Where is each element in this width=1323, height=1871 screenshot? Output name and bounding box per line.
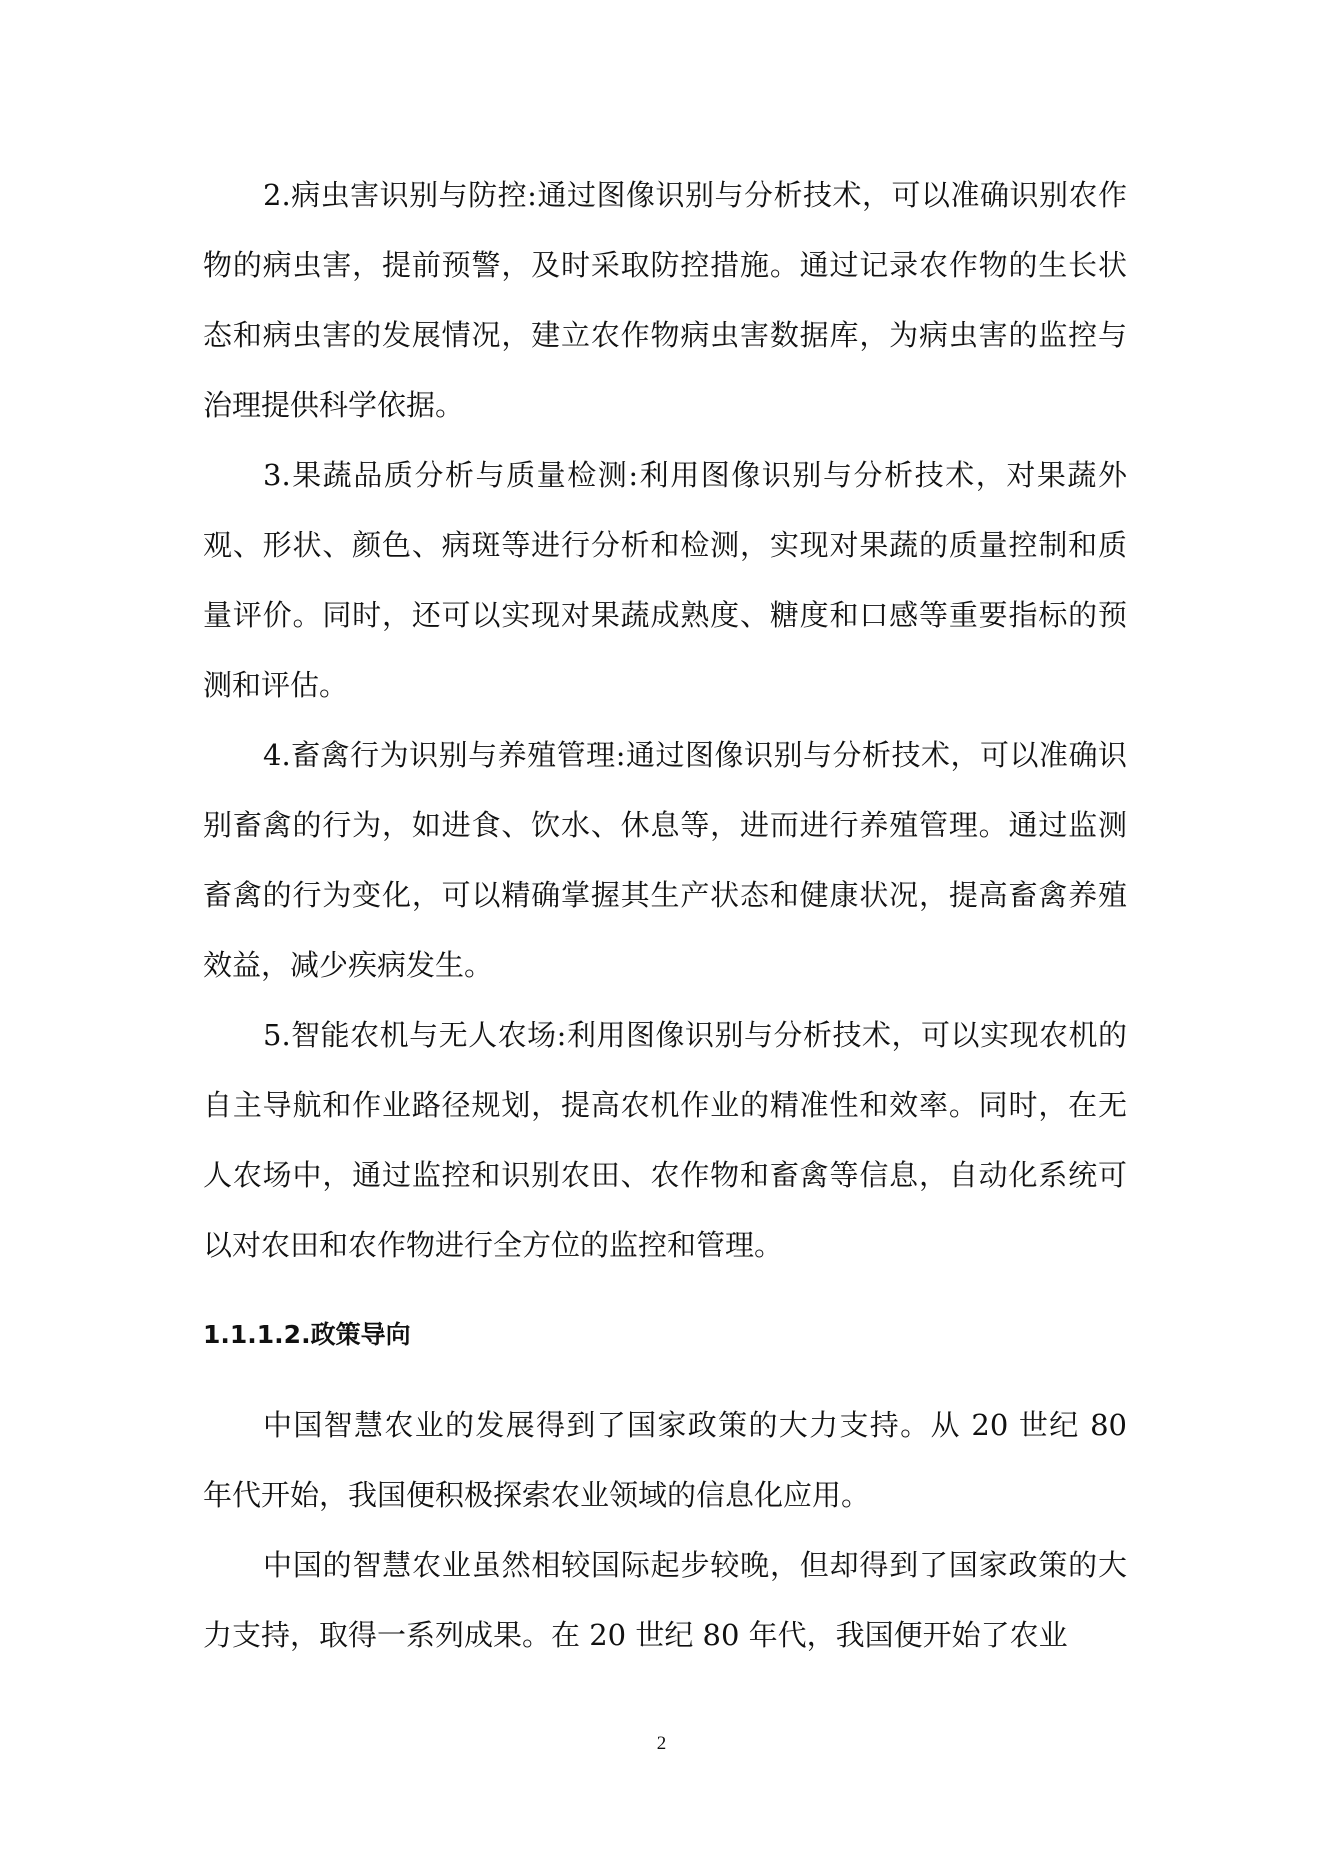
paragraph-smart-machinery: 5.智能农机与无人农场:利用图像识别与分析技术，可以实现农机的自主导航和作业路径规划，提高农机作业的精准性和效率。同时，在无人农场中，通过监控和识别农田、农作物和畜禽等信息，自动化系统可以对农田和农作物进行全方位的监控和管理。 [203, 1018, 1127, 1262]
paragraph-pest-control: 2.病虫害识别与防控:通过图像识别与分析技术，可以准确识别农作物的病虫害，提前预警，及时采取防控措施。通过记录农作物的生长状态和病虫害的发展情况，建立农作物病虫害数据库，为病虫害的监控与治理提供科学依据。 [203, 178, 1127, 422]
document-body [203, 160, 1127, 1670]
section-heading: 1.1.1.2.政策导向 [203, 1320, 411, 1349]
paragraph-policy-support: 中国智慧农业的发展得到了国家政策的大力支持。从 20 世纪 80 年代开始，我国便积极探索农业领域的信息化应用。 [203, 1408, 1127, 1512]
paragraph-livestock-behavior: 4.畜禽行为识别与养殖管理:通过图像识别与分析技术，可以准确识别畜禽的行为，如进食、饮水、休息等，进而进行养殖管理。通过监测畜禽的行为变化，可以精确掌握其生产状态和健康状况，提高畜禽养殖效益，减少疾病发生。 [203, 738, 1127, 982]
paragraph-fruit-quality: 3.果蔬品质分析与质量检测:利用图像识别与分析技术，对果蔬外观、形状、颜色、病斑等进行分析和检测，实现对果蔬的质量控制和质量评价。同时，还可以实现对果蔬成熟度、糖度和口感等重要指标的预测和评估。 [203, 458, 1127, 702]
page-number: 2 [656, 1733, 667, 1754]
paragraph-policy-history: 中国的智慧农业虽然相较国际起步较晚，但却得到了国家政策的大力支持，取得一系列成果。在 20 世纪 80 年代，我国便开始了农业 [203, 1548, 1127, 1652]
